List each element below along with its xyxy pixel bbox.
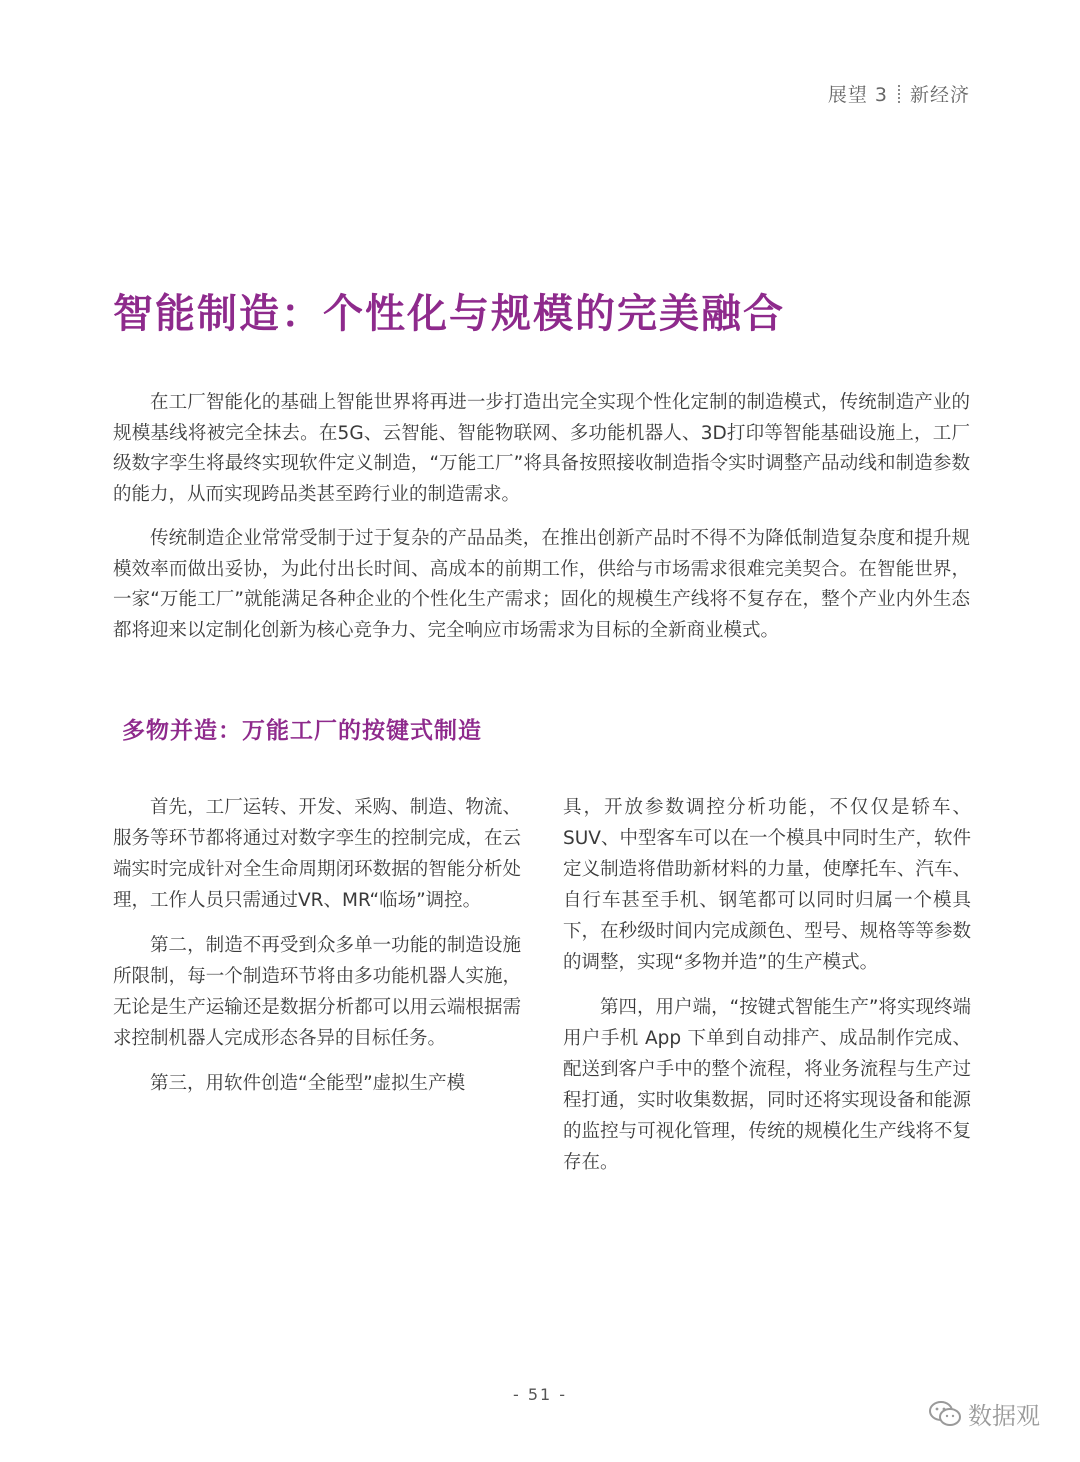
header-topic: 新经济 <box>909 84 970 106</box>
header-section: 展望 3 <box>827 84 888 106</box>
page-number: - 51 - <box>512 1385 568 1404</box>
intro-paragraph-1: 在工厂智能化的基础上智能世界将再进一步打造出完全实现个性化定制的制造模式，传统制造产业的规模基线将被完全抹去。在5G、云智能、智能物联网、多功能机器人、3D打印等智能基础设施上，工厂级数字孪生将最终实现软件定义制造，“万能工厂”将具备按照接收制造指令实时调整产品动线和制造参数的能力，从而实现跨品类甚至跨行业的制造需求。 <box>113 392 970 505</box>
right-paragraph-2: 第四，用户端，“按键式智能生产”将实现终端用户手机 App 下单到自动排产、成品制作完成、配送到客户手中的整个流程，将业务流程与生产过程打通，实时收集数据，同时还将实现设备和能源的监控与可视化管理，传统的规模化生产线将不复存在。 <box>563 997 971 1173</box>
intro-section <box>113 388 970 660</box>
header-divider <box>898 85 900 103</box>
intro-paragraph-2: 传统制造企业常常受制于过于复杂的产品品类，在推出创新产品时不得不为降低制造复杂度和提升规模效率而做出妥协，为此付出长时间、高成本的前期工作，供给与市场需求很难完美契合。在智能世界，一家“万能工厂”就能满足各种企业的个性化生产需求；固化的规模生产线将不复存在，整个产业内外生态都将迎来以定制化创新为核心竞争力、完全响应市场需求为目标的全新商业模式。 <box>113 528 970 641</box>
right-paragraph-1: 具，开放参数调控分析功能，不仅仅是轿车、SUV、中型客车可以在一个模具中同时生产，软件定义制造将借助新材料的力量，使摩托车、汽车、自行车甚至手机、钢笔都可以同时归属一个模具下，在秒级时间内完成颜色、型号、规格等等参数的调整，实现“多物并造”的生产模式。 <box>563 797 971 973</box>
left-paragraph-1: 首先，工厂运转、开发、采购、制造、物流、服务等环节都将通过对数字孪生的控制完成，在云端实时完成针对全生命周期闭环数据的智能分析处理，工作人员只需通过VR、MR“临场”调控。 <box>113 797 521 911</box>
watermark <box>928 1396 1040 1431</box>
page-title: 智能制造：个性化与规模的完美融合 <box>113 291 785 337</box>
watermark-text: 数据观 <box>968 1402 1040 1430</box>
wechat-icon <box>928 1400 962 1428</box>
right-column <box>563 792 971 1192</box>
left-paragraph-3: 第三，用软件创造“全能型”虚拟生产模 <box>150 1073 466 1094</box>
left-column <box>113 792 521 1113</box>
running-header <box>828 80 970 107</box>
left-paragraph-2: 第二，制造不再受到众多单一功能的制造设施所限制，每一个制造环节将由多功能机器人实施，无论是生产运输还是数据分析都可以用云端根据需求控制机器人完成形态各异的目标任务。 <box>113 935 521 1049</box>
section-subtitle: 多物并造：万能工厂的按键式制造 <box>122 718 482 744</box>
